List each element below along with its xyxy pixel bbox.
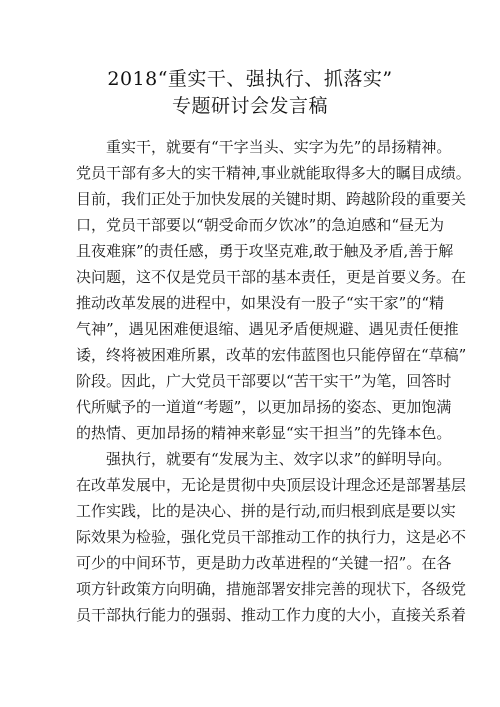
text-line: 口，党员干部要以“朝受命而夕饮冰”的急迫感和“昼无为 [76,216,445,234]
text-line: 且夜难寐”的责任感，勇于攻坚克难,敢于触及矛盾,善于解 [76,242,454,260]
title-line-1: 2018“重实干、强执行、抓落实” [107,68,393,90]
text-line: 气神”，遇见困难便退缩、遇见矛盾便规避、遇见责任便推 [76,320,459,338]
text-line: 工作实践，比的是决心、拼的是行动,而归根到底是要以实 [76,502,456,520]
text-line: 项方针政策方向明确，措施部署安排完善的现状下，各级党 [76,580,467,598]
title-line-2: 专题研讨会发言稿 [171,95,328,117]
text-line: 党员干部有多大的实干精神,事业就能取得多大的瞩目成绩。 [76,164,471,182]
text-line: 阶段。因此，广大党员干部要以“苦干实干”为笔，回答时 [76,372,452,390]
text-line: 推动改革发展的进程中，如果没有一股子“实干家”的“精 [76,294,445,312]
text-line: 的热情、更加昂扬的精神来彰显“实干担当”的先锋本色。 [76,424,452,442]
text-line: 重实干，就要有“干字当头、实字为先”的昂扬精神。 [106,138,452,156]
text-line: 强执行，就要有“发展为主、效字以求”的鲜明导向。 [106,450,452,468]
text-line: 诿，终将被困难所累，改革的宏伟蓝图也只能停留在“草稿” [76,346,467,364]
text-line: 决问题，这不仅是党员干部的基本责任，更是首要义务。在 [76,268,467,286]
text-line: 员干部执行能力的强弱、推动工作力度的大小，直接关系着 [76,606,467,624]
text-line: 代所赋予的一道道“考题”，以更加昂扬的姿态、更加饱满 [76,398,452,416]
text-line: 际效果为检验，强化党员干部推动工作的执行力，这是必不 [76,528,467,546]
text-line: 目前，我们正处于加快发展的关键时期、跨越阶段的重要关 [76,190,467,208]
text-line: 可少的中间环节，更是助力改革进程的“关键一招”。在各 [76,554,452,572]
text-line: 在改革发展中，无论是贯彻中央顶层设计理念还是部署基层 [76,476,467,494]
